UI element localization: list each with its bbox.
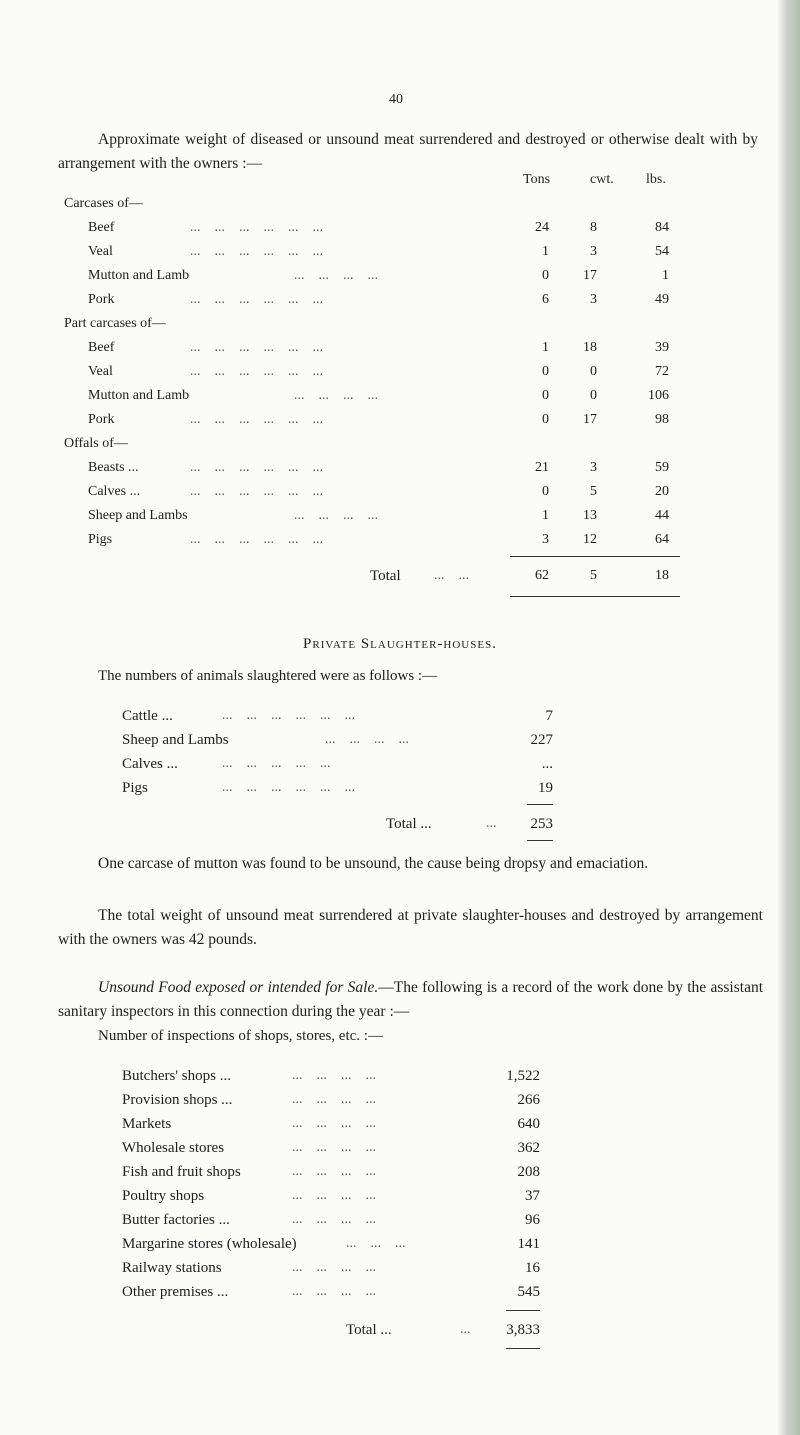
cwt-cell: 3 (590, 460, 597, 475)
tons-total: 62 (535, 568, 549, 583)
col-header-cwt: cwt. (590, 172, 614, 187)
leader-dots: ... ... ... ... ... ... (190, 484, 323, 499)
tons-cell: 0 (542, 268, 549, 283)
total-bottom-rule (510, 596, 680, 597)
leader-dots: ... (460, 1322, 471, 1337)
meat-row-label: Veal (88, 244, 113, 259)
leader-dots: ... ... ... ... ... ... (190, 220, 323, 235)
lbs-cell: 1 (662, 268, 669, 283)
unsound-food-text: —The following is a record of the work done by the assistant sanitary inspectors in this connection during the year :— (58, 979, 764, 1020)
inspection-row-label: Margarine stores (wholesale) (122, 1236, 297, 1252)
leader-dots: ... ... ... ... (292, 1164, 376, 1179)
slaughter-intro: The numbers of animals slaughtered were as follows :— (98, 668, 438, 684)
inspections-total-top-rule (506, 1310, 540, 1311)
lbs-cell: 20 (655, 484, 669, 499)
paragraph-unsound-food (58, 976, 763, 1024)
slaughter-total-bottom-rule (527, 840, 553, 841)
leader-dots: ... ... ... (346, 1236, 406, 1251)
meat-row-label: Pork (88, 292, 115, 307)
tons-cell: 0 (542, 388, 549, 403)
leader-dots: ... ... ... ... (292, 1116, 376, 1131)
tons-cell: 0 (542, 364, 549, 379)
lbs-cell: 59 (655, 460, 669, 475)
leader-dots: ... ... ... ... ... ... (222, 708, 355, 723)
leader-dots: ... ... ... ... (294, 508, 378, 523)
inspection-row-value: 141 (517, 1236, 540, 1252)
group-heading-offals: Offals of— (64, 436, 128, 451)
tons-cell: 21 (535, 460, 549, 475)
inspection-row-value: 96 (525, 1212, 540, 1228)
cwt-cell: 13 (583, 508, 597, 523)
leader-dots: ... ... ... ... (294, 268, 378, 283)
inspection-row-label: Poultry shops (122, 1188, 205, 1204)
inspections-heading: Number of inspections of shops, stores, etc. :— (98, 1028, 383, 1044)
inspection-row-value: 37 (525, 1188, 540, 1204)
inspection-row-value: 16 (525, 1260, 540, 1276)
inspection-row-label: Wholesale stores (122, 1140, 225, 1156)
leader-dots: ... ... ... ... (294, 388, 378, 403)
slaughter-row-label: Pigs (122, 780, 148, 796)
inspection-row-label: Provision shops ... (122, 1092, 233, 1108)
leader-dots: ... ... ... ... ... ... (190, 412, 323, 427)
meat-row-label: Beef (88, 340, 115, 355)
meat-total-label: Total (370, 568, 401, 584)
inspection-row-label: Markets (122, 1116, 172, 1132)
slaughter-total-value: 253 (530, 816, 553, 832)
group-heading-carcases: Carcases of— (64, 196, 143, 211)
page-edge-shadow (778, 0, 800, 1435)
cwt-cell: 12 (583, 532, 597, 547)
leader-dots: ... ... ... ... ... ... (190, 460, 323, 475)
meat-row-label: Sheep and Lambs (88, 508, 188, 523)
leader-dots: ... ... ... ... ... ... (190, 532, 323, 547)
page-number: 40 (389, 92, 403, 107)
lbs-cell: 98 (655, 412, 669, 427)
tons-cell: 0 (542, 412, 549, 427)
lbs-cell: 49 (655, 292, 669, 307)
leader-dots: ... ... ... ... ... (222, 756, 331, 771)
tons-cell: 24 (535, 220, 549, 235)
cwt-cell: 17 (583, 412, 597, 427)
slaughter-row-value: 227 (530, 732, 553, 748)
leader-dots: ... ... ... ... (292, 1092, 376, 1107)
leader-dots: ... ... ... ... ... ... (190, 244, 323, 259)
inspection-row-value: 266 (517, 1092, 540, 1108)
leader-dots: ... ... ... ... ... ... (190, 364, 323, 379)
meat-row-label: Mutton and Lamb (88, 268, 190, 283)
lbs-cell: 54 (655, 244, 669, 259)
unsound-food-heading: Unsound Food exposed or intended for Sale. (98, 979, 379, 996)
cwt-cell: 3 (590, 292, 597, 307)
tons-cell: 1 (542, 508, 549, 523)
cwt-cell: 5 (590, 484, 597, 499)
total-top-rule (510, 556, 680, 557)
group-heading-part-carcases: Part carcases of— (64, 316, 166, 331)
lbs-total: 18 (655, 568, 669, 583)
inspection-row-label: Butchers' shops ... (122, 1068, 231, 1084)
cwt-cell: 0 (590, 388, 597, 403)
cwt-total: 5 (590, 568, 597, 583)
meat-row-label: Pigs (88, 532, 113, 547)
leader-dots: ... ... ... ... (292, 1284, 376, 1299)
leader-dots: ... ... ... ... (292, 1140, 376, 1155)
inspection-row-label: Fish and fruit shops (122, 1164, 241, 1180)
cwt-cell: 3 (590, 244, 597, 259)
inspection-row-value: 545 (517, 1284, 540, 1300)
leader-dots: ... (486, 816, 497, 831)
tons-cell: 3 (542, 532, 549, 547)
tons-cell: 0 (542, 484, 549, 499)
leader-dots: ... ... ... ... ... ... (222, 780, 355, 795)
leader-dots: ... ... ... ... ... ... (190, 340, 323, 355)
leader-dots: ... ... ... ... (292, 1068, 376, 1083)
slaughter-row-label: Sheep and Lambs (122, 732, 229, 748)
cwt-cell: 0 (590, 364, 597, 379)
leader-dots: ... ... ... ... (325, 732, 409, 747)
meat-row-label: Veal (88, 364, 113, 379)
meat-row-label: Beef (88, 220, 115, 235)
inspection-row-label: Other premises ... (122, 1284, 229, 1300)
paragraph-mutton: One carcase of mutton was found to be unsound, the cause being dropsy and emaciation. (98, 855, 649, 872)
inspection-row-label: Butter factories ... (122, 1212, 230, 1228)
cwt-cell: 18 (583, 340, 597, 355)
meat-row-label: Beasts ... (88, 460, 139, 475)
inspection-row-label: Railway stations (122, 1260, 222, 1276)
meat-row-label: Pork (88, 412, 115, 427)
inspection-row-value: 640 (517, 1116, 540, 1132)
leader-dots: ... ... ... ... (292, 1260, 376, 1275)
tons-cell: 6 (542, 292, 549, 307)
paragraph-total-weight: The total weight of unsound meat surrendered at private slaughter-houses and destroyed by arrangement with the owners was 42 pounds. (58, 907, 763, 948)
inspection-row-value: 362 (517, 1140, 540, 1156)
inspection-row-value: 208 (517, 1164, 540, 1180)
inspections-total-bottom-rule (506, 1348, 540, 1349)
section-heading-private-slaughter-houses: Private Slaughter-houses. (303, 636, 497, 652)
slaughter-row-label: Cattle ... (122, 708, 173, 724)
leader-dots: ... ... ... ... (292, 1188, 376, 1203)
inspections-total-value: 3,833 (506, 1322, 540, 1338)
meat-row-label: Calves ... (88, 484, 141, 499)
cwt-cell: 8 (590, 220, 597, 235)
lbs-cell: 39 (655, 340, 669, 355)
leader-dots: ... ... ... ... ... ... (190, 292, 323, 307)
slaughter-row-value: 7 (545, 708, 553, 724)
lbs-cell: 44 (655, 508, 669, 523)
tons-cell: 1 (542, 244, 549, 259)
meat-row-label: Mutton and Lamb (88, 388, 190, 403)
slaughter-row-value: 19 (538, 780, 553, 796)
inspections-total-label: Total ... (346, 1322, 392, 1338)
leader-dots: ... ... ... ... (292, 1212, 376, 1227)
slaughter-row-value: ... (541, 756, 553, 772)
intro-paragraph: Approximate weight of diseased or unsound meat surrendered and destroyed or otherwise dealt with by arrangement with the owners :— (58, 131, 758, 172)
lbs-cell: 84 (655, 220, 669, 235)
col-header-tons: Tons (523, 172, 551, 187)
slaughter-total-top-rule (527, 804, 553, 805)
tons-cell: 1 (542, 340, 549, 355)
inspection-row-value: 1,522 (506, 1068, 540, 1084)
slaughter-total-label: Total ... (386, 816, 432, 832)
leader-dots: ... ... (434, 568, 469, 583)
cwt-cell: 17 (583, 268, 597, 283)
lbs-cell: 72 (655, 364, 669, 379)
slaughter-row-label: Calves ... (122, 756, 178, 772)
lbs-cell: 64 (655, 532, 669, 547)
lbs-cell: 106 (648, 388, 669, 403)
col-header-lbs: lbs. (646, 172, 666, 187)
